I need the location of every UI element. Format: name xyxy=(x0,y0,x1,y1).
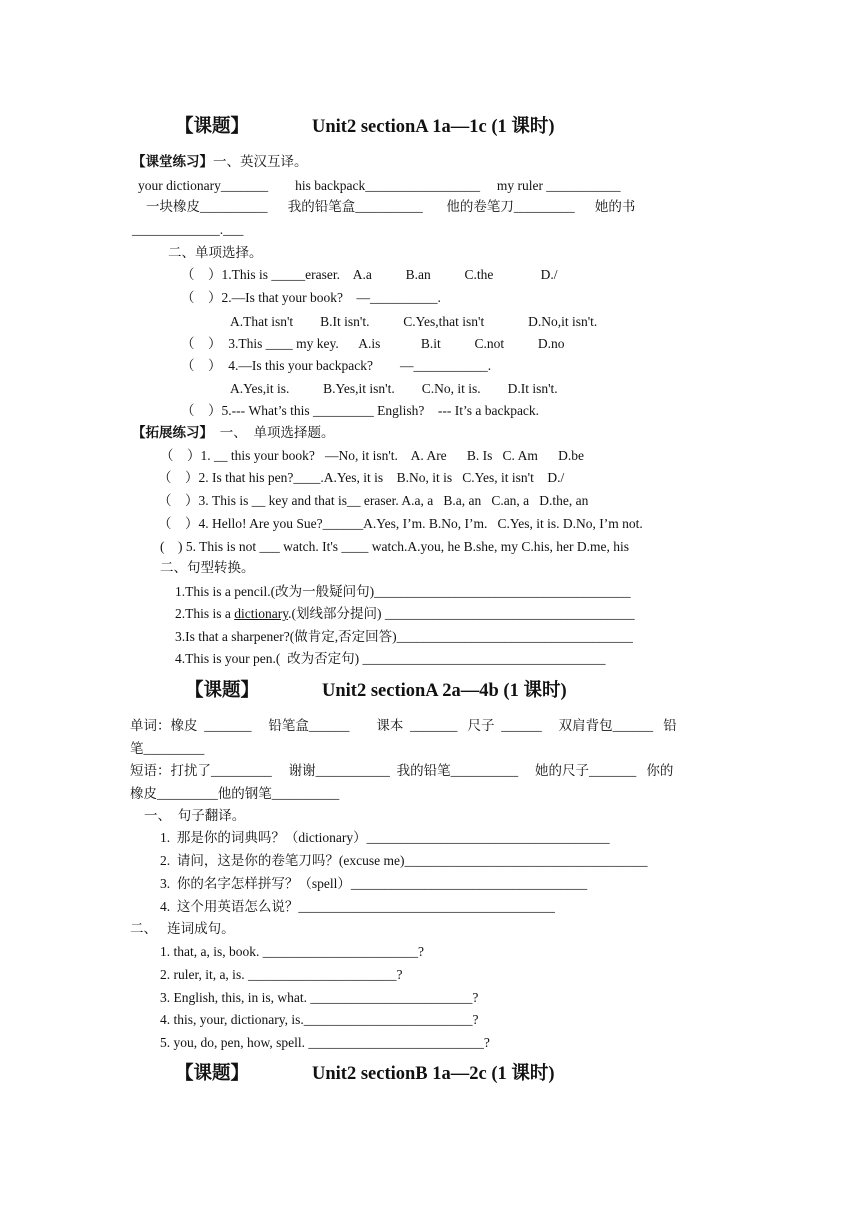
vocab-line-3: _____________.___ xyxy=(132,222,244,237)
transform-1: 1.This is a pencil.(改为一般疑问句)______________________________________ xyxy=(175,584,631,599)
extension-label: 【拓展练习】 xyxy=(132,425,213,440)
transform-4: 4.This is your pen.( 改为否定句) ____________________________________ xyxy=(175,651,606,666)
section2-heading-label: 【课题】 xyxy=(185,681,260,701)
extension-question-4: （ ）4. Hello! Are you Sue?______A.Yes, I’m. B.No, I’m. C.Yes, it is. D.No, I’m not. xyxy=(158,516,643,531)
transform-2 xyxy=(175,605,635,623)
translation-3: 3. 你的名字怎样拼写？（spell）___________________________________ xyxy=(160,876,588,891)
class-practice-label: 【课堂练习】 xyxy=(132,154,213,169)
words-line-2: 笔_________ xyxy=(130,741,205,756)
word-order-1: 1. that, a, is, book. _______________________? xyxy=(160,944,424,959)
word-order-title: 二、 连词成句。 xyxy=(130,921,235,936)
question-2-options: A.That isn't B.It isn't. C.Yes,that isn't D.No,it isn't. xyxy=(230,314,598,329)
word-order-4: 4. this, your, dictionary, is._________________________? xyxy=(160,1012,479,1027)
section3-heading-title: Unit2 sectionB 1a—2c (1 课时) xyxy=(312,1064,555,1084)
words-line-1: 单词：橡皮 _______ 铅笔盒______ 课本 _______ 尺子 ______ 双肩背包______ 铅 xyxy=(130,718,677,733)
section1-heading-title: Unit2 sectionA 1a—1c (1 课时) xyxy=(312,117,555,137)
extension-question-3: （ ）3. This is __ key and that is__ eraser. A.a, a B.a, an C.an, a D.the, an xyxy=(158,493,589,508)
translation-title: 一、 句子翻译。 xyxy=(144,808,246,823)
question-1: （ ）1.This is _____eraser. A.a B.an C.the D./ xyxy=(181,267,558,282)
transform-3: 3.Is that a sharpener?(做肯定,否定回答)___________________________________ xyxy=(175,629,633,644)
word-order-5: 5. you, do, pen, how, spell. __________________________? xyxy=(160,1035,490,1050)
extension-question-5: ( ) 5. This is not ___ watch. It's ____ watch.A.you, he B.she, my C.his, her D.me, his xyxy=(160,539,630,554)
question-2: （ ）2.—Is that your book? —__________. xyxy=(181,290,441,305)
transform-2-prefix: 2.This is a xyxy=(175,606,235,621)
question-4-options: A.Yes,it is. B.Yes,it isn't. C.No, it is. D.It isn't. xyxy=(230,381,558,396)
class-practice-line xyxy=(132,153,308,171)
translation-2: 2. 请问，这是你的卷笔刀吗？(excuse me)____________________________________ xyxy=(160,853,648,868)
phrases-line-1: 短语：打扰了_________ 谢谢___________ 我的铅笔__________ 她的尺子_______ 你的 xyxy=(130,763,674,778)
part2-title: 二、单项选择。 xyxy=(168,245,263,260)
word-order-3: 3. English, this, in is, what. ________________________? xyxy=(160,990,479,1005)
extension-title: 一、 单项选择题。 xyxy=(213,425,335,440)
question-3: （ ） 3.This ____ my key. A.is B.it C.not D.no xyxy=(181,336,565,351)
vocab-line-2: 一块橡皮__________ 我的铅笔盒__________ 他的卷笔刀_________ 她的书 xyxy=(146,199,636,214)
extension-line xyxy=(132,424,335,442)
word-order-2: 2. ruler, it, a, is. ______________________? xyxy=(160,967,403,982)
extension-question-2: （ ）2. Is that his pen?____.A.Yes, it is B.No, it is C.Yes, it isn't D./ xyxy=(158,470,565,485)
phrases-line-2: 橡皮_________他的钢笔__________ xyxy=(130,786,340,801)
translation-4: 4. 这个用英语怎么说？______________________________________ xyxy=(160,899,555,914)
transform-2-suffix: .(划线部分提问) _____________________________________ xyxy=(288,606,635,621)
transform-2-underlined-word: dictionary xyxy=(234,606,289,621)
section1-heading-label: 【课题】 xyxy=(175,117,250,137)
part1-title: 一、英汉互译。 xyxy=(213,154,308,169)
translation-1: 1. 那是你的词典吗？（dictionary）____________________________________ xyxy=(160,830,610,845)
question-4: （ ） 4.—Is this your backpack? —___________. xyxy=(181,358,492,373)
vocab-line-1: your dictionary_______ his backpack_________________ my ruler ___________ xyxy=(138,178,621,193)
section2-heading-title: Unit2 sectionA 2a—4b (1 课时) xyxy=(322,681,567,701)
extension-question-1: （ ）1. __ this your book? —No, it isn't. A. Are B. Is C. Am D.be xyxy=(160,448,584,463)
question-5: （ ）5.--- What’s this _________ English? --- It’s a backpack. xyxy=(181,403,540,418)
section3-heading-label: 【课题】 xyxy=(175,1064,250,1084)
part3-title: 二、句型转换。 xyxy=(160,560,255,575)
